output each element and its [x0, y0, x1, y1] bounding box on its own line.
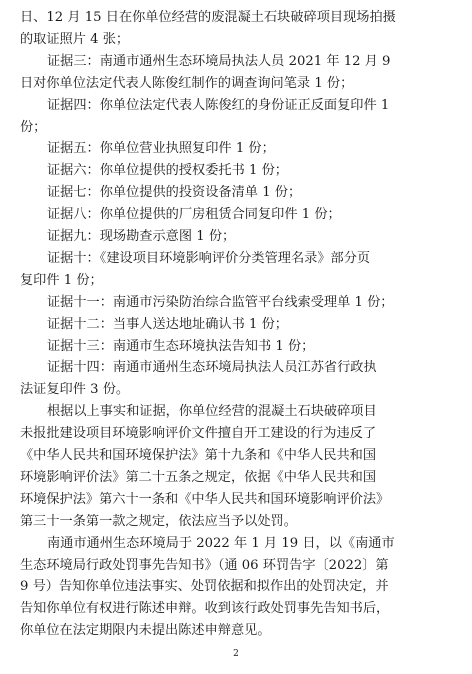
text-line: 告知你单位有权进行陈述申辩。收到该行政处罚事先告知书后， [20, 601, 390, 616]
text-line: 证据十四：南通市通州生态环境局执法人员江苏省行政执 [47, 360, 377, 375]
text-line: 未报批建设项目环境影响评价文件擅自开工建设的行为违反了 [20, 426, 377, 441]
text-line: 证据七：你单位提供的投资设备清单 1 份； [47, 185, 302, 200]
text-line: 证据十二：当事人送达地址确认书 1 份； [47, 317, 288, 332]
text-line: 法证复印件 3 份。 [20, 382, 130, 397]
text-line: 证据十三：南通市生态环境执法告知书 1 份； [47, 339, 315, 354]
text-line: 证据四：你单位法定代表人陈俊红的身份证正反面复印件 1 [47, 98, 390, 113]
text-line: 《中华人民共和国环境保护法》第十九条和《中华人民共和国 [20, 448, 377, 463]
text-line: 第三十一条第一款之规定，依法应当予以处罚。 [20, 514, 297, 529]
text-line: 证据九：现场勘查示意图 1 份； [47, 229, 236, 244]
text-line: 环境保护法》第六十一条和《中华人民共和国环境影响评价法》 [20, 492, 390, 507]
text-line: 证据六：你单位提供的授权委托书 1 份； [47, 163, 288, 178]
text-line: 日、12 月 15 日在你单位经营的废混凝土石块破碎项目现场拍摄 [20, 10, 396, 25]
text-line: 复印件 1 份； [20, 273, 103, 288]
text-line: 南通市通州生态环境局于 2022 年 1 月 19 日，以《南通市 [47, 536, 395, 551]
text-line: 份； [20, 120, 47, 135]
text-line: 9 号）告知你单位违法事实、处罚依据和拟作出的处罚决定，并 [20, 579, 389, 594]
text-line: 的取证照片 4 张； [20, 32, 130, 47]
text-line: 你单位在法定期限内未提出陈述申辩意见。 [20, 623, 271, 638]
text-line: 证据三：南通市通州生态环境局执法人员 2021 年 12 月 9 [47, 54, 391, 69]
text-line: 证据十一：南通市污染防治综合监管平台线索受理单 1 份； [47, 295, 394, 310]
text-line: 证据五：你单位营业执照复印件 1 份； [47, 141, 275, 156]
text-line: 证据八：你单位提供的厂房租赁合同复印件 1 份； [47, 207, 341, 222]
text-line: 日对你单位法定代表人陈俊红制作的调查询问笔录 1 份； [20, 76, 354, 91]
text-line: 证据十：《建设项目环境影响评价分类管理名录》部分页 [47, 251, 371, 266]
text-line: 根据以上事实和证据，你单位经营的混凝土石块破碎项目 [47, 404, 377, 419]
page-number: 2 [233, 649, 239, 659]
text-line: 环境影响评价法》第二十五条之规定，依据《中华人民共和国 [20, 470, 377, 485]
text-line: 生态环境局行政处罚事先告知书》（通 06 环罚告字〔2022〕第 [20, 558, 389, 573]
